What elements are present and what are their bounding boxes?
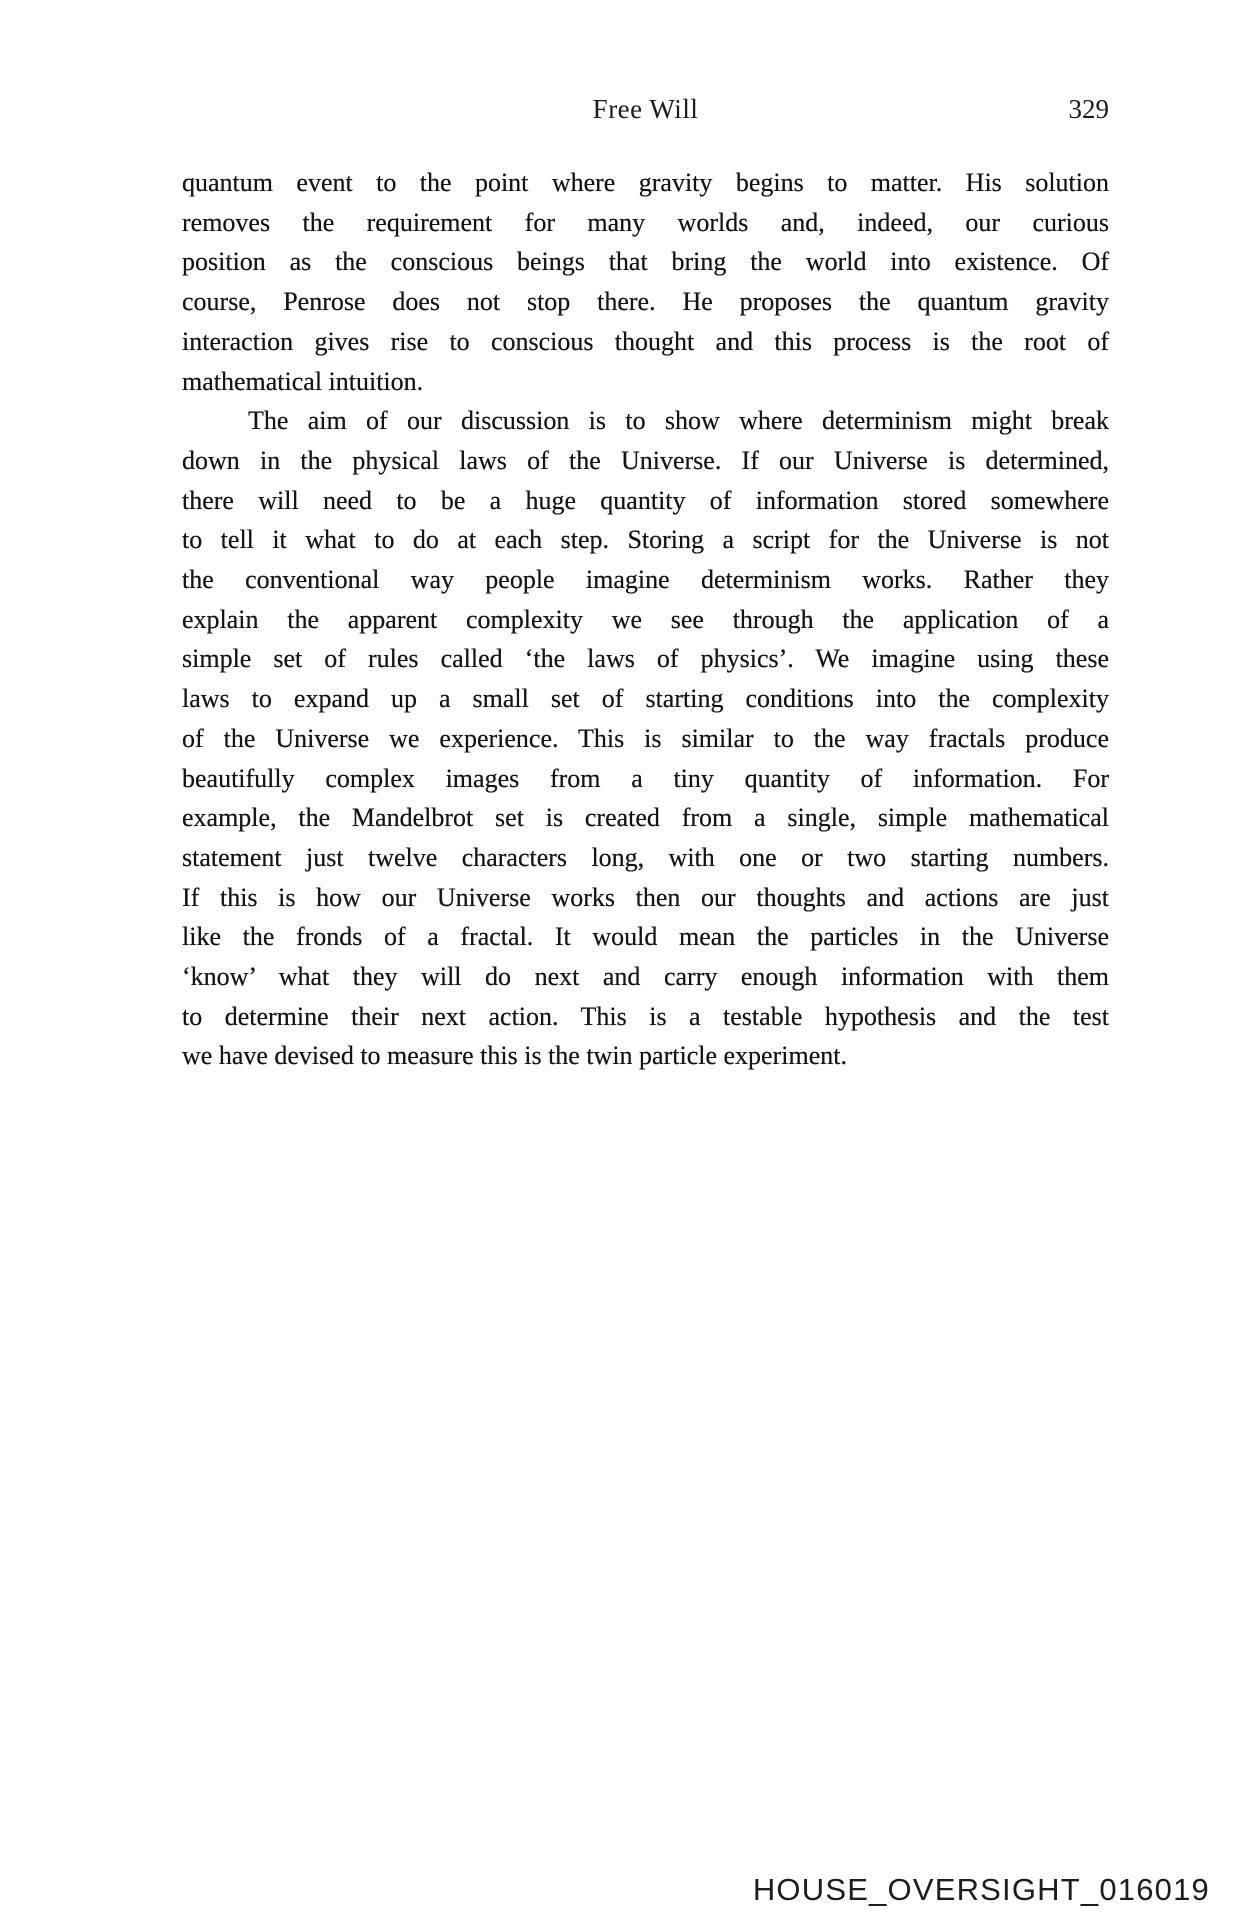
body-text (182, 163, 1109, 1076)
text-line: quantum event to the point where gravity begins to matter. His solution (182, 168, 1109, 197)
text-line: down in the physical laws of the Universe. If our Universe is determined, (182, 445, 1109, 475)
text-line: the conventional way people imagine determinism works. Rather they (182, 565, 1109, 595)
text-line: position as the conscious beings that bring the world into existence. Of (182, 247, 1109, 277)
page-number: 329 (1068, 94, 1109, 124)
text-line: removes the requirement for many worlds and, indeed, our curious (182, 207, 1109, 237)
text-line: there will need to be a huge quantity of information stored somewhere (182, 485, 1109, 515)
text-line: like the fronds of a fractal. It would mean the particles in the Universe (182, 922, 1109, 952)
paragraph (182, 163, 1109, 401)
text-line: The aim of our discussion is to show where determinism might break (248, 406, 1109, 436)
text-line: we have devised to measure this is the twin particle experiment. (182, 1041, 847, 1071)
text-line: beautifully complex images from a tiny quantity of information. For (182, 763, 1109, 793)
text-line: simple set of rules called ‘the laws of physics’. We imagine using these (182, 644, 1109, 674)
text-line: ‘know’ what they will do next and carry enough information with them (182, 962, 1109, 992)
text-line: to determine their next action. This is a testable hypothesis and the test (182, 1001, 1109, 1031)
text-line: of the Universe we experience. This is similar to the way fractals produce (182, 723, 1109, 753)
bates-stamp: HOUSE_OVERSIGHT_016019 (752, 1872, 1210, 1907)
text-line: course, Penrose does not stop there. He proposes the quantum gravity (182, 287, 1109, 317)
text-line: explain the apparent complexity we see through the application of a (182, 604, 1109, 634)
text-line: interaction gives rise to conscious thought and this process is the root of (182, 326, 1109, 356)
text-line: mathematical intuition. (182, 366, 424, 396)
text-line: to tell it what to do at each step. Storing a script for the Universe is not (182, 525, 1109, 555)
text-line: If this is how our Universe works then our thoughts and actions are just (182, 882, 1109, 912)
running-title: Free Will (592, 94, 699, 124)
text-line: example, the Mandelbrot set is created from a single, simple mathematical (182, 803, 1109, 833)
page-header (182, 94, 1109, 128)
text-line: statement just twelve characters long, with one or two starting numbers. (182, 842, 1109, 872)
text-line: laws to expand up a small set of starting conditions into the complexity (182, 684, 1109, 714)
paragraph (182, 401, 1109, 1076)
